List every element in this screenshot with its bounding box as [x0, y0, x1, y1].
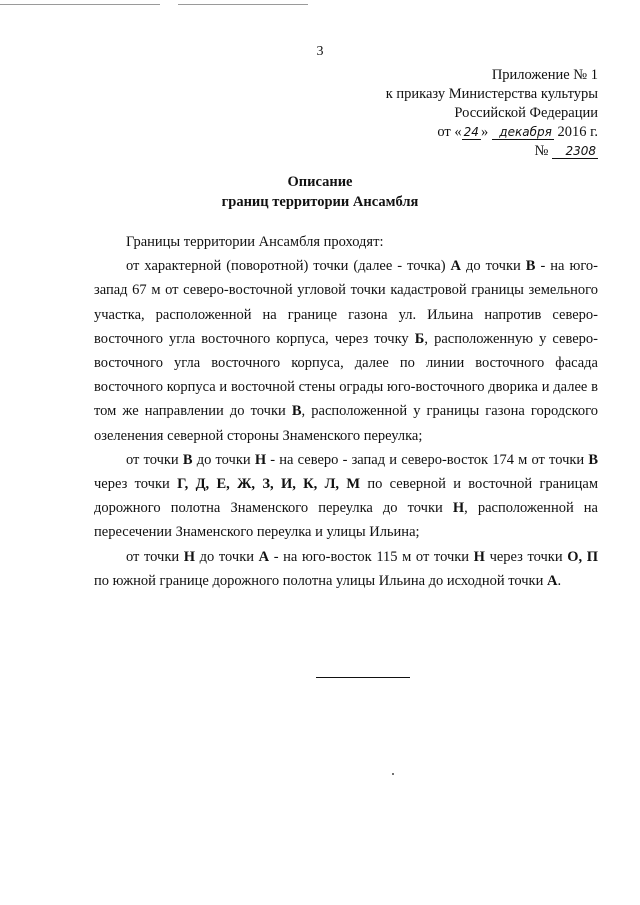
date-prefix: от « [437, 124, 462, 140]
appendix-line-2: к приказу Министерства культуры [385, 86, 598, 102]
top-border-line-left [0, 4, 160, 5]
top-border-line-right [178, 4, 308, 5]
number-prefix: № [534, 143, 549, 159]
date-month-handwritten: декабря [492, 126, 554, 140]
page-number: 3 [316, 44, 324, 59]
paragraph-1: от характерной (поворотной) точки (далее - точка) А до точки В - на юго-запад 67 м от северо-восточной угловой точки кадастровой границы земельного участка, расположенной на границе газона ул. Ильина напротив северо-восточного угла восточного корпуса, через точку Б, расположенную у северо-восточного угла восточного корпуса, далее по линии восточного фасада восточного корпуса и восточной стены ограды юго-восточного дворика и далее в том же направлении до точки В, расположенной у границы газона городского озеленения северной стороны Знаменского переулка; [94, 258, 599, 444]
appendix-number-line [318, 142, 598, 161]
title-line-1: Описание [287, 174, 353, 190]
appendix-date-line [318, 123, 598, 142]
date-day-handwritten: 24 [463, 125, 479, 139]
stray-dot-mark [392, 773, 394, 775]
paragraph-3: от точки Н до точки А - на юго-восток 115 м от точки Н через точки О, П по южной границе дорожного полотна улицы Ильина до исходной точки А. [94, 548, 599, 589]
title-line-2: границ территории Ансамбля [221, 194, 419, 210]
appendix-line-3: Российской Федерации [454, 105, 598, 121]
date-year: 2016 г. [557, 124, 598, 140]
end-separator-line [316, 677, 410, 678]
date-mid: » [480, 124, 489, 140]
order-number-handwritten: 2308 [552, 145, 598, 159]
appendix-header [318, 66, 598, 161]
document-body [94, 230, 598, 593]
document-title [0, 172, 640, 212]
paragraph-2: от точки В до точки Н - на северо - запад и северо-восток 174 м от точки В через точки Г, Д, Е, Ж, З, И, К, Л, М по северной и восточной границам дорожного полотна Знаменского переулка до точки Н, расположенной на пересечении Знаменского переулка и улицы Ильина; [94, 451, 599, 541]
appendix-line-1: Приложение № 1 [491, 67, 598, 83]
body-intro: Границы территории Ансамбля проходят: [126, 234, 384, 250]
